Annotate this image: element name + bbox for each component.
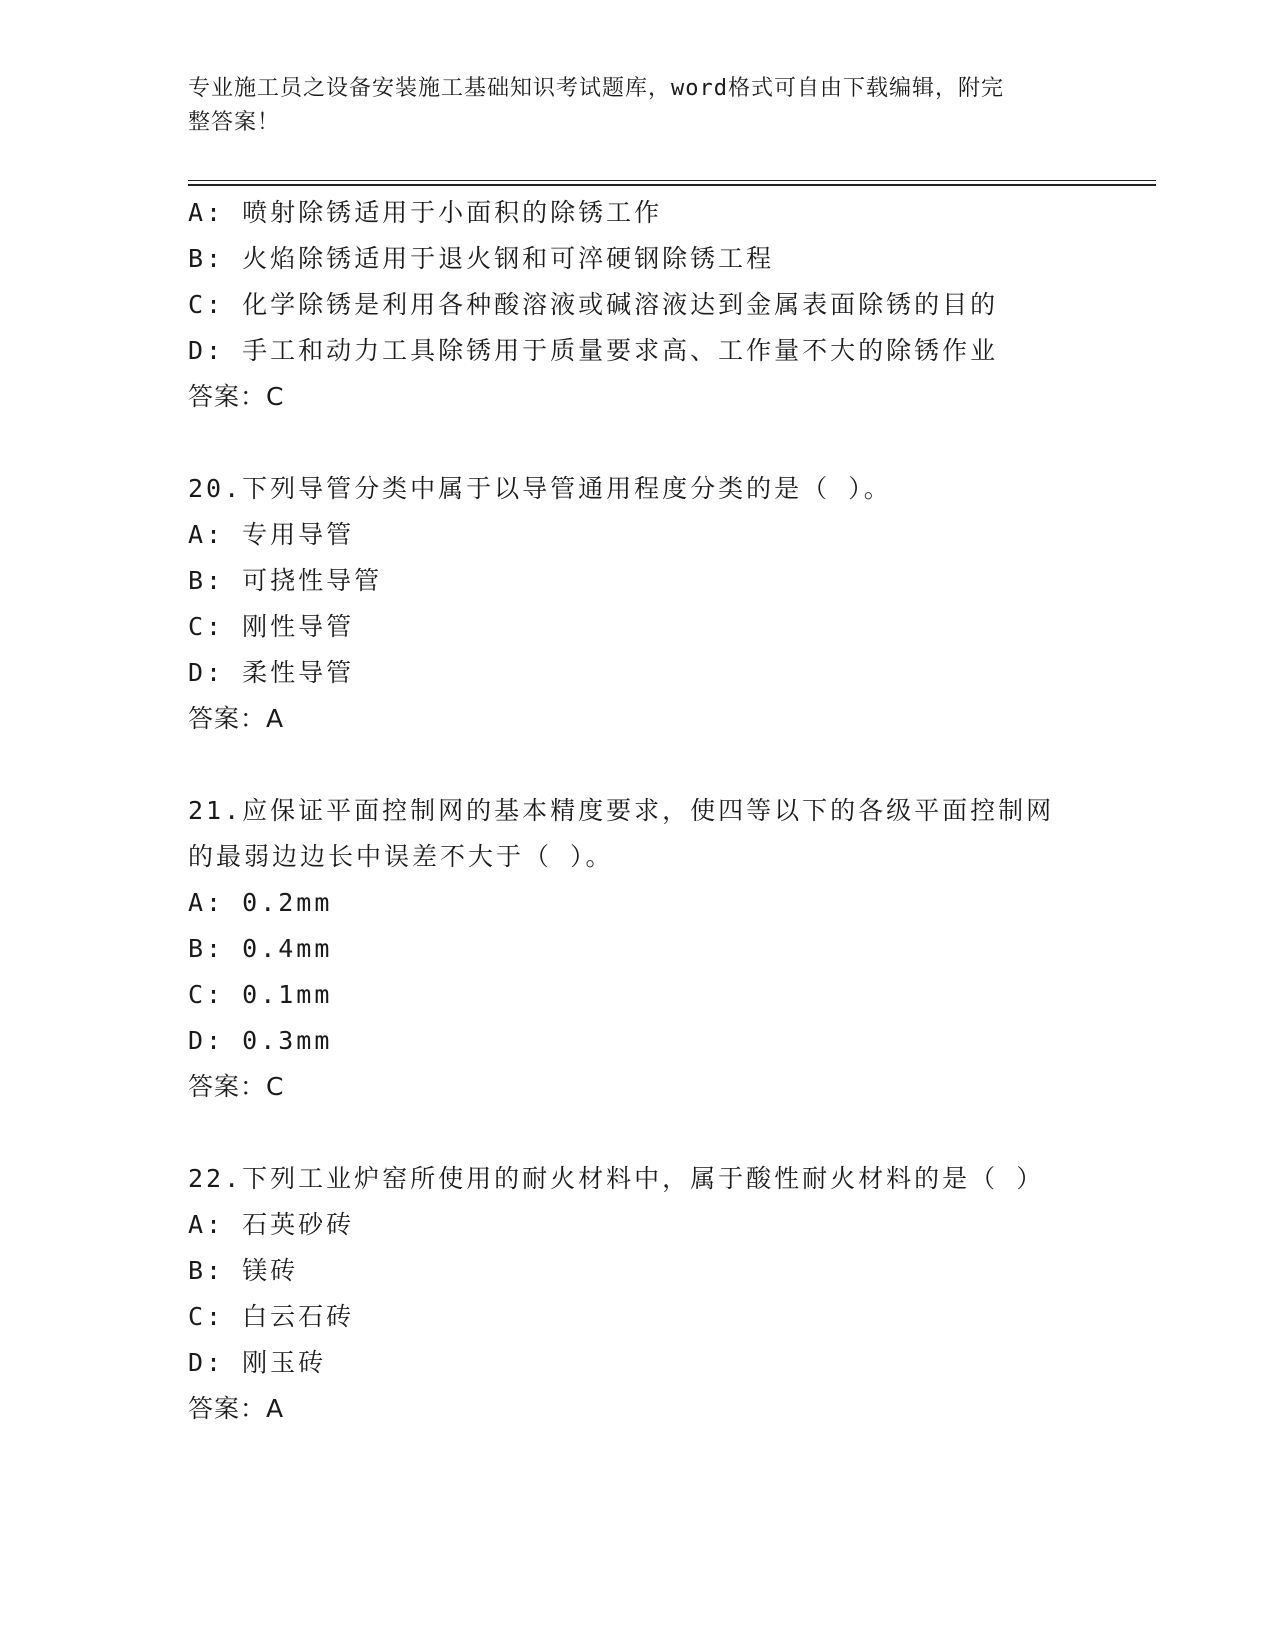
- option-b: B: 可挠性导管: [188, 566, 383, 595]
- question-text: 22.下列工业炉窑所使用的耐火材料中，属于酸性耐火材料的是（ ）: [188, 1164, 1045, 1193]
- option-d: D: 刚玉砖: [188, 1348, 327, 1377]
- document-header: [188, 72, 1068, 140]
- option-a: A: 0.2mm: [188, 888, 333, 917]
- option-a: A: 石英砂砖: [188, 1210, 355, 1239]
- header-intro-line-2: 整答案！: [188, 110, 281, 135]
- spacer: [188, 1110, 1088, 1156]
- option-c: C: 化学除锈是利用各种酸溶液或碱溶液达到金属表面除锈的目的: [188, 290, 999, 319]
- option-a: A: 喷射除锈适用于小面积的除锈工作: [188, 198, 663, 227]
- header-intro-line-1: 专业施工员之设备安装施工基础知识考试题库，word格式可自由下载编辑，附完: [188, 76, 1004, 101]
- option-c: C: 0.1mm: [188, 980, 333, 1009]
- option-c: C: 刚性导管: [188, 612, 355, 641]
- answer-label: 答案：A: [188, 1394, 285, 1423]
- option-b: B: 镁砖: [188, 1256, 299, 1285]
- option-d: D: 手工和动力工具除锈用于质量要求高、工作量不大的除锈作业: [188, 336, 999, 365]
- spacer: [188, 420, 1088, 466]
- question-block-22: [188, 1156, 1088, 1432]
- option-b: B: 火焰除锈适用于退火钢和可淬硬钢除锈工程: [188, 244, 775, 273]
- header-divider-thin: [188, 180, 1156, 181]
- option-a: A: 专用导管: [188, 520, 355, 549]
- header-divider-thick: [188, 184, 1156, 186]
- option-c: C: 白云石砖: [188, 1302, 355, 1331]
- answer-label: 答案：C: [188, 1072, 285, 1101]
- question-list: [188, 190, 1088, 1432]
- question-block-19: [188, 190, 1088, 420]
- option-d: D: 柔性导管: [188, 658, 355, 687]
- question-text-line-2: 的最弱边边长中误差不大于（ ）。: [188, 842, 614, 871]
- answer-label: 答案：A: [188, 704, 285, 733]
- question-text-line-1: 21.应保证平面控制网的基本精度要求，使四等以下的各级平面控制网: [188, 796, 1055, 825]
- answer-label: 答案：C: [188, 382, 285, 411]
- question-block-21: [188, 788, 1088, 1110]
- question-block-20: [188, 466, 1088, 742]
- question-text: 20.下列导管分类中属于以导管通用程度分类的是（ ）。: [188, 474, 892, 503]
- option-b: B: 0.4mm: [188, 934, 333, 963]
- spacer: [188, 742, 1088, 788]
- option-d: D: 0.3mm: [188, 1026, 333, 1055]
